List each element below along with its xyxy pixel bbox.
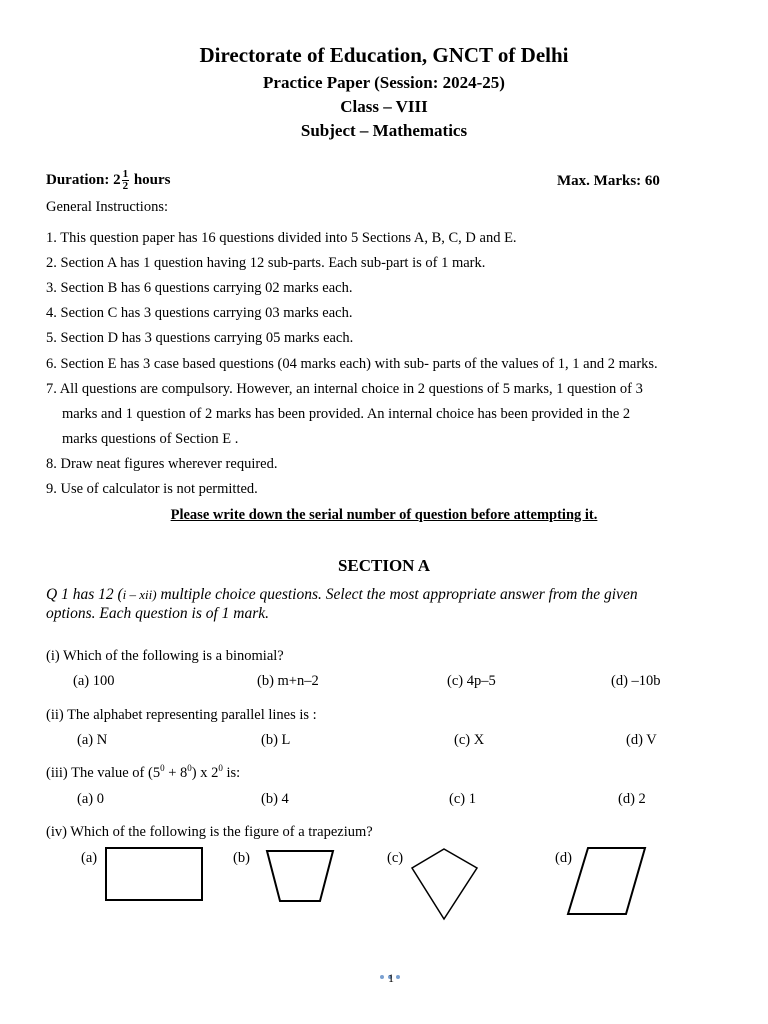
serial-number-note: Please write down the serial number of question before attempting it. (170, 507, 598, 523)
option-a: (a) 100 (73, 673, 115, 689)
option-c: (c) 1 (449, 791, 476, 807)
instruction-item-continued: marks and 1 question of 2 marks has been provided. An internal choice has been provided in the 2 (62, 406, 631, 422)
exponent: 0 (218, 763, 223, 774)
q3-mid: + 8 (164, 765, 188, 781)
instruction-item: 3. Section B has 6 questions carrying 02 marks each. (46, 280, 353, 296)
duration-numerator: 1 (122, 168, 129, 180)
option-b: (b) 4 (261, 791, 289, 807)
instruction-item: 9. Use of calculator is not permitted. (46, 481, 258, 497)
class-title: Class – VIII (340, 97, 428, 116)
instruction-item: 1. This question paper has 16 questions divided into 5 Sections A, B, C, D and E. (46, 230, 517, 246)
option-d: (d) 2 (618, 791, 646, 807)
figure-parallelogram (568, 848, 645, 914)
instruction-item: 8. Draw neat figures wherever required. (46, 456, 278, 472)
max-marks: Max. Marks: 60 (557, 173, 660, 189)
option-b: (b) L (261, 732, 291, 748)
question-i: (i) Which of the following is a binomial? (46, 648, 284, 664)
dot (380, 975, 384, 979)
option-b: (b) m+n–2 (257, 673, 319, 689)
option-d: (d) (555, 850, 572, 866)
option-a: (a) (81, 850, 98, 866)
figure-trapezium (267, 851, 333, 901)
q3-suffix: is: (222, 765, 241, 781)
duration-label: Duration: 2 (46, 171, 121, 188)
duration-denominator: 2 (122, 180, 129, 192)
org-title: Directorate of Education, GNCT of Delhi (199, 43, 569, 67)
option-c: (c) X (454, 732, 485, 748)
option-c: (c) (387, 850, 404, 866)
instruction-item: 4. Section C has 3 questions carrying 03 marks each. (46, 305, 353, 321)
option-d: (d) V (626, 732, 657, 748)
instruction-item: 5. Section D has 3 questions carrying 05 marks each. (46, 330, 354, 346)
option-c: (c) 4p–5 (447, 673, 496, 689)
figure-rectangle (106, 848, 202, 900)
question-iv: (iv) Which of the following is the figure of a trapezium? (46, 824, 373, 840)
instruction-item: 7. All questions are compulsory. However, an internal choice in 2 questions of 5 marks, 1 question of 3 (46, 381, 643, 397)
intro-text: Q 1 has 12 ( (46, 586, 123, 603)
option-a: (a) 0 (77, 791, 104, 807)
q3-mid: ) x 2 (191, 765, 219, 781)
option-b: (b) (233, 850, 250, 866)
option-d: (d) –10b (611, 673, 661, 689)
exponent: 0 (187, 763, 192, 774)
figure-kite (412, 849, 477, 919)
general-instructions-title: General Instructions: (46, 199, 169, 215)
section-a-intro-line-2: options. Each question is of 1 mark. (46, 605, 270, 622)
instruction-item: 6. Section E has 3 case based questions (04 marks each) with sub- parts of the values of 1, 1 and 2 marks. (46, 356, 658, 372)
question-ii: (ii) The alphabet representing parallel lines is : (46, 707, 317, 723)
duration-unit: hours (133, 171, 171, 188)
intro-range: i – xii) (122, 587, 157, 602)
paper-title: Practice Paper (Session: 2024-25) (263, 73, 505, 92)
instruction-item-continued: marks questions of Section E . (62, 431, 239, 447)
section-a-title: SECTION A (337, 556, 431, 575)
intro-text: multiple choice questions. Select the most appropriate answer from the given (156, 586, 638, 603)
page-number: 1 (388, 971, 394, 985)
q3-prefix: (iii) The value of (5 (46, 765, 161, 781)
instruction-item: 2. Section A has 1 question having 12 sub-parts. Each sub-part is of 1 mark. (46, 255, 486, 271)
dot (396, 975, 400, 979)
option-a: (a) N (77, 732, 108, 748)
subject-title: Subject – Mathematics (300, 121, 468, 140)
exponent: 0 (160, 763, 165, 774)
